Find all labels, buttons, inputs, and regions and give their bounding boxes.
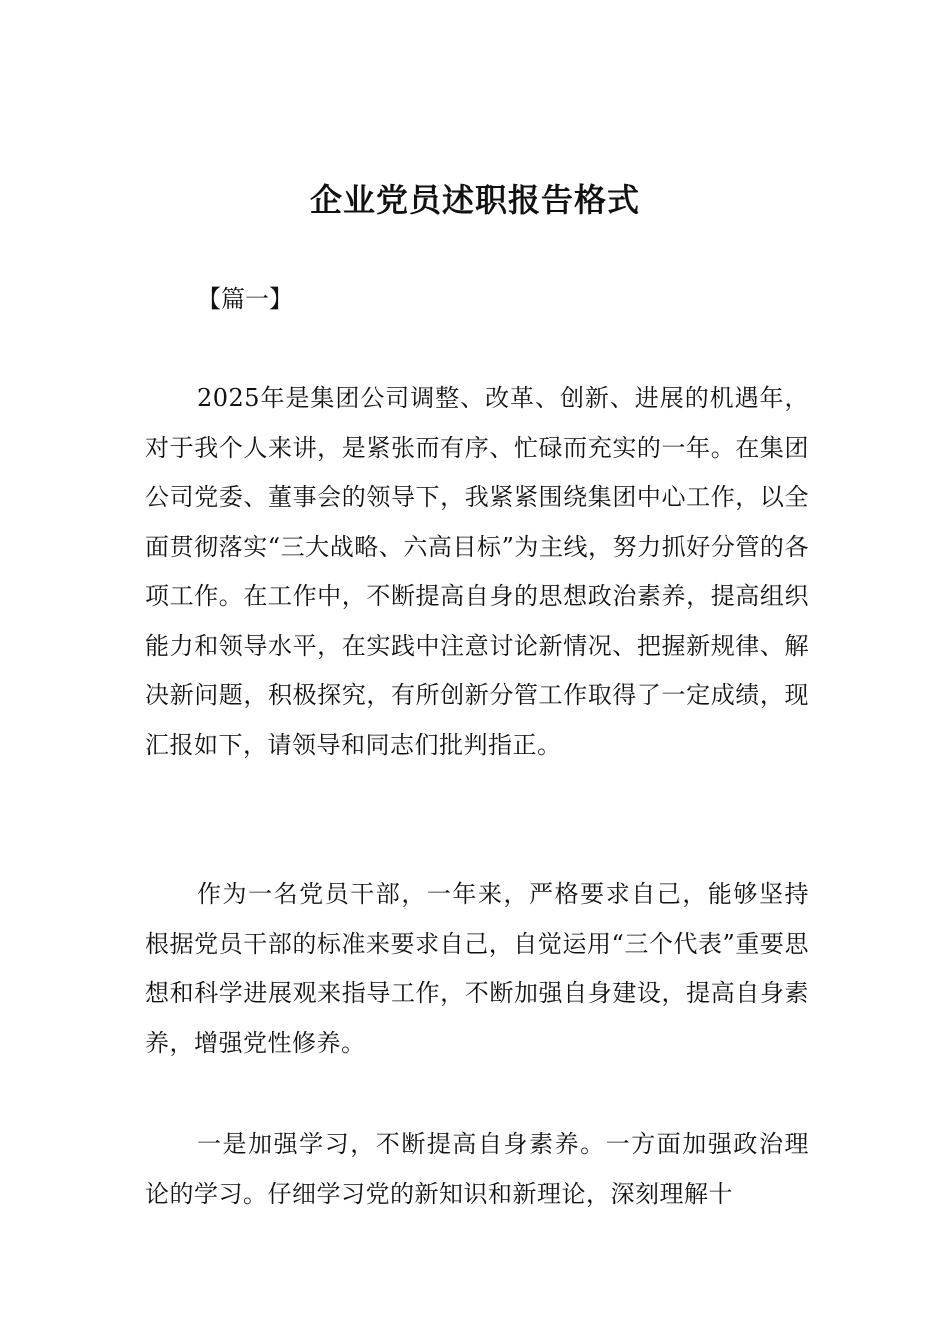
body-paragraph-1: 2025年是集团公司调整、改革、创新、进展的机遇年，对于我个人来讲，是紧张而有序、忙碌而充实的一年。在集团公司党委、董事会的领导下，我紧紧围绕集团中心工作，以全面贯彻落实“三大战略、六高目标”为主线，努力抓好分管的各项工作。在工作中，不断提高自身的思想政治素养，提高组织能力和领导水平，在实践中注意讨论新情况、把握新规律、解决新问题，积极探究，有所创新分管工作取得了一定成绩，现汇报如下，请领导和同志们批判指正。	[145, 384, 809, 759]
body-paragraph-2: 作为一名党员干部，一年来，严格要求自己，能够坚持根据党员干部的标准来要求自己，自觉运用“三个代表”重要思想和科学进展观来指导工作，不断加强自身建设，提高自身素养，增强党性修养。	[145, 880, 809, 1057]
body-paragraph-3: 一是加强学习，不断提高自身素养。一方面加强政治理论的学习。仔细学习党的新知识和新理论，深刻理解十	[145, 1130, 809, 1208]
document-title: 企业党员述职报告格式	[309, 181, 640, 219]
section-label: 【篇一】	[197, 285, 293, 313]
